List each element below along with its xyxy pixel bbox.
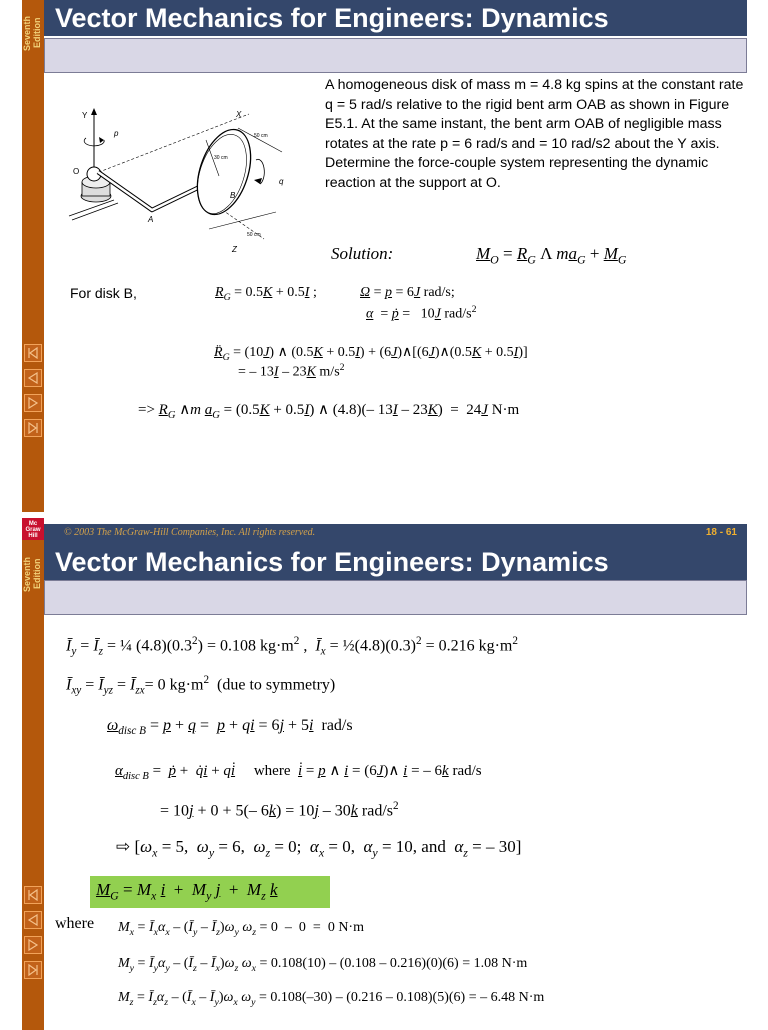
result-equation: => $R_G$ ∧m $a_G = (0.5K + 0.5I)$ ∧ (4.8)(– 13I – 23K) = 24J N·m (138, 402, 520, 421)
slide-nav (22, 886, 44, 986)
next-slide-button[interactable] (24, 936, 42, 954)
sidebar (22, 518, 44, 1030)
solution-label: Solution: (331, 244, 394, 263)
mg-equation: $M_G = M_x$ $i + M_y$ $j + M_z$ k (96, 880, 278, 903)
radius-label: 30 cm (214, 155, 228, 161)
solution-equation: $M_O = R_G$ Λ $ma_G + M_G$ (476, 244, 627, 267)
problem-statement: A homogeneous disk of mass m = 4.8 kg spins at the constant rate q = 5 rad/s relative to the rigid bent arm OAB as shown in Figure E5.1. At the same instant, the bent arm OAB of negligible mass rotates at the rate p = 6 rad/s and = 10 rad/s2 about the Y axis. Determine the force-couple system representing the dynamic reaction at the support at O. (325, 77, 744, 191)
dim-label-top: 50 cm (254, 133, 268, 139)
y-axis-label: Y (82, 111, 88, 120)
slide-1 (0, 0, 768, 512)
next-slide-button[interactable] (24, 394, 42, 412)
x-axis-label: X (236, 110, 242, 119)
slide-2 (0, 518, 768, 1030)
first-slide-icon (27, 347, 39, 359)
first-slide-button[interactable] (24, 886, 42, 904)
last-slide-icon (27, 964, 39, 976)
mx-equation: $M_x$ = $Ī_x\alpha_x$ – ($Ī_y$ – $Ī_z)\omega_y$ $\omega_z = 0 - 0 = 0$ N·m (118, 920, 364, 938)
subtitle-bar (44, 580, 747, 615)
o-label: O (73, 167, 80, 176)
sidebar-edition-label: Seventh Edition (22, 556, 42, 592)
inertia-line-1: $Ī_y$ = $Ī_z$ = ¼ $(4.8)(0.3^2) = 0.108$ $kg\cdot m^2$ , $Ī_x$ = $\frac{1}{2}(4.8)(0.3)^2 = 0.216$ $kg\cdot m^2$ (66, 635, 518, 658)
previous-slide-icon (27, 372, 39, 384)
a-label: A (148, 215, 154, 224)
previous-slide-button[interactable] (24, 911, 42, 929)
next-slide-icon (27, 397, 39, 409)
summary-line: ⇨ [$\omega_x = 5$, $\omega_y = 6$, $\omega_z = 0$; $\alpha_x = 0$, $\alpha_y = 10$, and $\alpha_z$ = – 30] (116, 837, 522, 860)
omega-equation: Ω = p = 6J rad/s; (360, 285, 455, 300)
first-slide-icon (27, 889, 39, 901)
last-slide-button[interactable] (24, 961, 42, 979)
page-number: 18 - 61 (705, 527, 737, 538)
first-slide-button[interactable] (24, 344, 42, 362)
previous-slide-icon (27, 914, 39, 926)
where-label: where (55, 915, 95, 932)
alpha-equation: α = ṗ = 10J rad/$s^2$ (366, 304, 477, 322)
p-label: p (114, 129, 119, 138)
omega-disc-line: $\omega_{disc B} = p + q = p$ + qi = 6j + 5i rad/s (107, 717, 353, 738)
slide-nav (22, 344, 44, 444)
copyright-text: © 2003 The McGraw-Hill Companies, Inc. All rights reserved. (64, 527, 316, 538)
my-equation: $M_y$ = $Ī_y\alpha_y$ – ($Ī_z$ – $Ī_x)\omega_z$ $\omega_x = 0.108(10) - (0.108 - 0.216)(0)(6) = 1.08$ N·m (118, 956, 528, 974)
for-disk-label: For disk B, (70, 285, 137, 301)
last-slide-icon (27, 422, 39, 434)
disk-arm-figure (64, 104, 314, 259)
rg-ddot-line1: $R̈_G = (10J)$ ∧ (0.5K + 0.5I) + (6J)∧[(6J)∧(0.5K + 0.5I)] (214, 345, 528, 363)
sidebar (22, 0, 44, 512)
rg-ddot-line2: = – 13I – 23K $m/s^2$ (238, 362, 345, 380)
z-axis-label: Z (232, 245, 237, 254)
subtitle-bar (44, 38, 747, 73)
previous-slide-button[interactable] (24, 369, 42, 387)
alpha-disc-line: $\alpha_{disc B}$ = ṗ + q̇i + qi̇ where i̇ = p ∧ i = (6J)∧ i = – 6k rad/s (115, 763, 482, 782)
publisher-logo: Mc Graw Hill (22, 518, 44, 540)
copyright-bar (44, 524, 747, 542)
slide-title: Vector Mechanics for Engineers: Dynamics (44, 542, 747, 582)
b-label: B (230, 191, 236, 200)
figure-drawing (64, 104, 314, 254)
alpha-disc-line-2: = 10j + 0 + 5(– 6k) = 10j – 30k rad/$s^2$ (160, 800, 399, 820)
last-slide-button[interactable] (24, 419, 42, 437)
sidebar-edition-label: Seventh Edition (22, 15, 42, 51)
q-label: q (279, 177, 284, 186)
rg-equation: $R_G = 0.5K + 0.5I$ ; (215, 285, 317, 303)
inertia-line-2: $Ī_{xy}$ = $Ī_{yz}$ = $Ī_{zx}= 0$ $kg\cdot m^2$ (due to symmetry) (66, 674, 336, 697)
dim-label-bottom: 50 cm (247, 232, 261, 238)
slide-title: Vector Mechanics for Engineers: Dynamics (44, 0, 747, 36)
next-slide-icon (27, 939, 39, 951)
mz-equation: $M_z$ = $Ī_z\alpha_z$ – ($Ī_x$ – $Ī_y)\omega_x$ $\omega_y = 0.108(-30) - (0.216 - 0.108)(5)(6)$ = – 6.48 N·m (118, 990, 545, 1008)
